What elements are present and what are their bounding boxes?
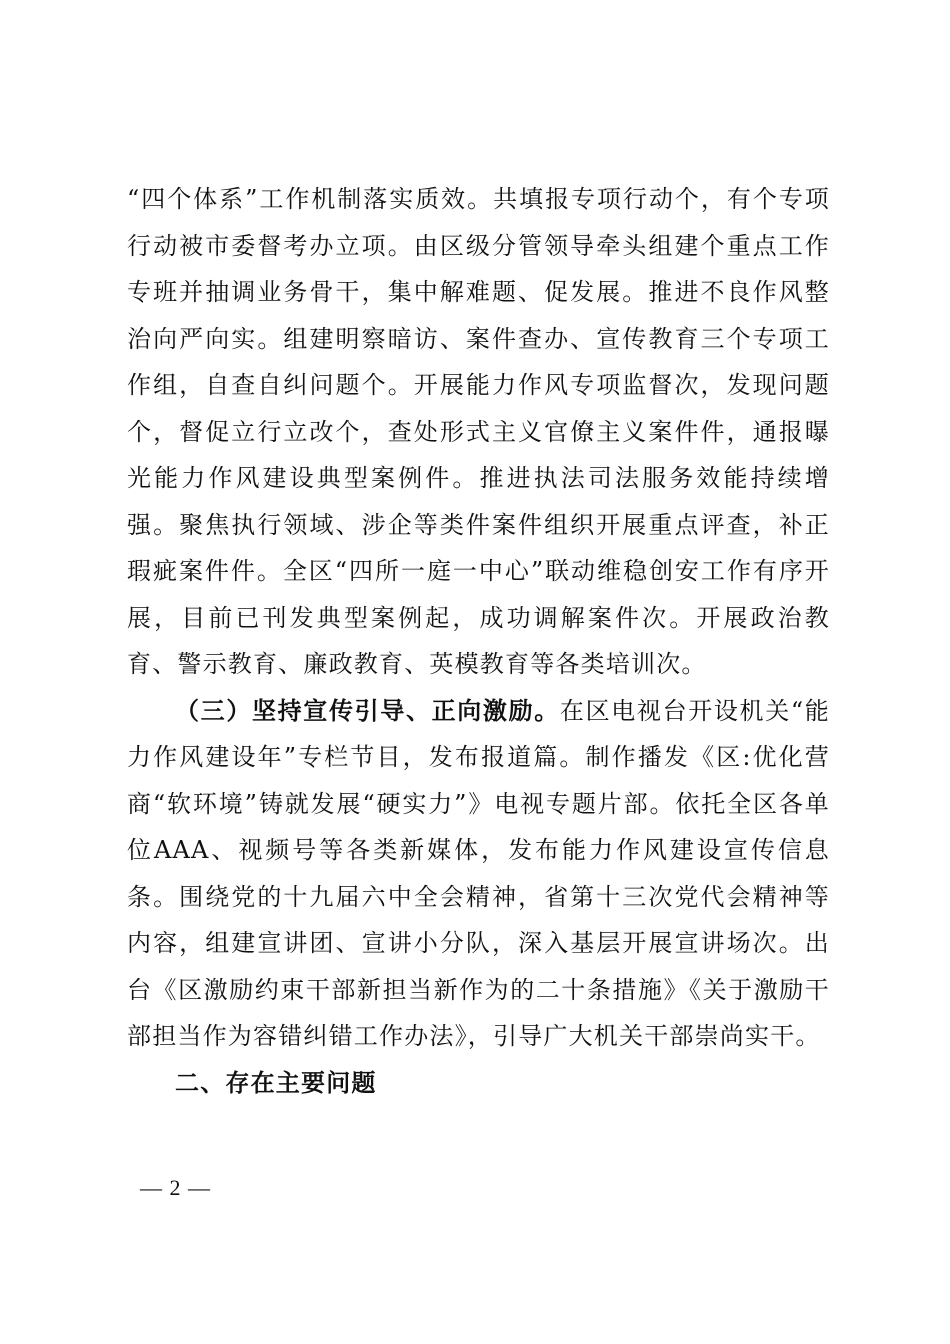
body-paragraph-2 <box>127 688 830 1060</box>
document-body <box>127 176 830 1106</box>
page-number: — 2 — <box>140 1175 211 1200</box>
section-heading: 二、存在主要问题 <box>175 1068 377 1097</box>
body-paragraph-2-text: 在区电视台开设机关“能力作风建设年”专栏节目，发布报道篇。制作播发《区:优化营商“软环境”铸就发展“硬实力”》电视专题片部。依托全区各单位AAA、视频号等各类新媒体，发布能力作风建设宣传信息条。围绕党的十九届六中全会精神，省第十三次党代会精神等内容，组建宣讲团、宣讲小分队，深入基层开展宣讲场次。出台《区激励约束干部新担当新作为的二十条措施》《关于激励干部担当作为容错纠错工作办法》，引导广大机关干部崇尚实干。 <box>127 696 831 1050</box>
subsection-heading: （三）坚持宣传引导、正向激励。 <box>175 695 560 725</box>
body-paragraph-1: “四个体系”工作机制落实质效。共填报专项行动个，有个专项行动被市委督考办立项。由区级分管领导牵头组建个重点工作专班并抽调业务骨干，集中解难题、促发展。推进不良作风整治向严向实。组建明察暗访、案件查办、宣传教育三个专项工作组，自查自纠问题个。开展能力作风专项监督次，发现问题个，督促立行立改个，查处形式主义官僚主义案件件，通报曝光能力作风建设典型案例件。推进执法司法服务效能持续增强。聚焦执行领域、涉企等类件案件组织开展重点评查，补正瑕疵案件件。全区“四所一庭一中心”联动维稳创安工作有序开展，目前已刊发典型案例起，成功调解案件次。开展政治教育、警示教育、廉政教育、英模教育等各类培训次。 <box>127 185 830 678</box>
